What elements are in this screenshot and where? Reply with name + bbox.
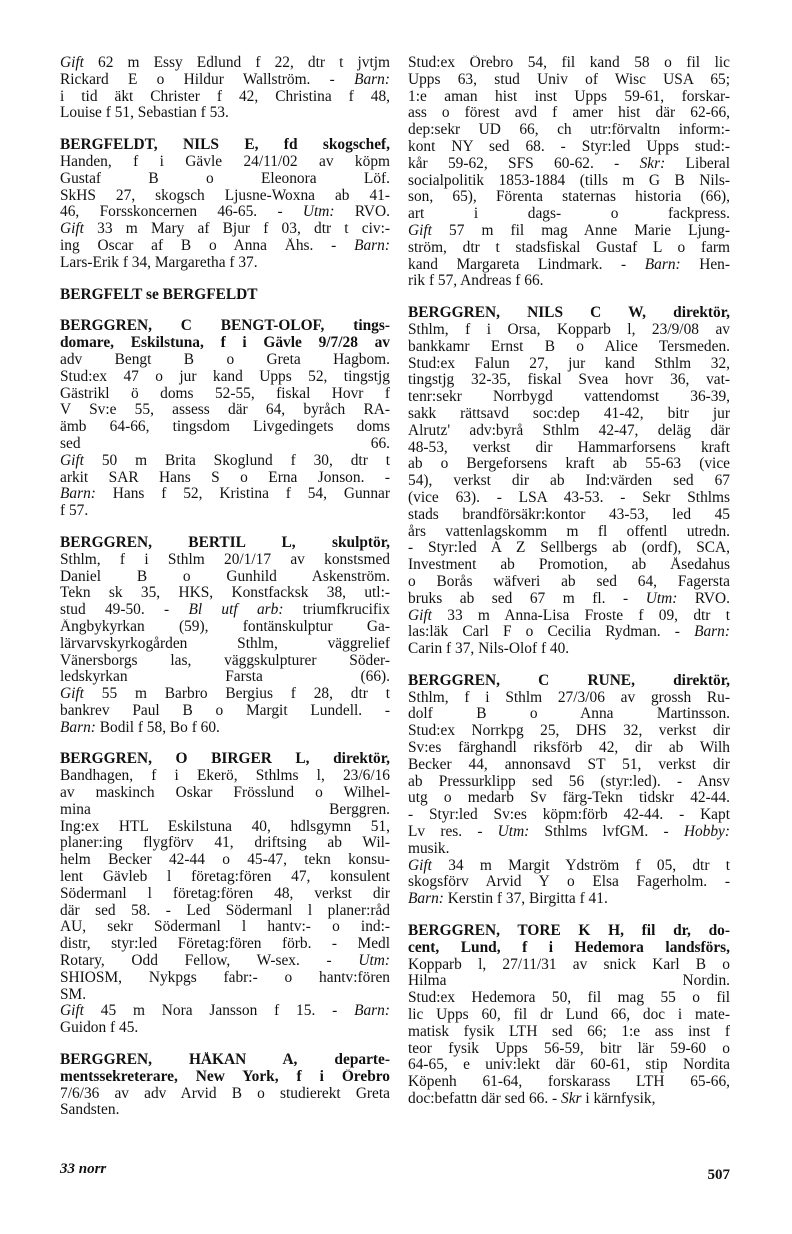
text-line: Stud:ex Hedemora 50, fil mag 55 o fil [408, 990, 730, 1007]
text-line: BERGGREN, C RUNE, direktör, [408, 672, 730, 689]
text-line: BERGGREN, NILS C W, direktör, [408, 305, 730, 322]
text-line: (vice 63). - LSA 43-53. - Sekr Sthlms [408, 489, 730, 506]
text-line: distr, styr:led Företag:fören förb. - Medl [60, 936, 390, 953]
text-line: BERGGREN, O BIRGER L, direktör, [60, 751, 390, 768]
text-line: Hilma Nordin. [408, 973, 730, 990]
text-line: - Styr:led Sv:es köpm:förb 42-44. - Kapt [408, 807, 730, 824]
entry-berggren-bengt-olof [60, 318, 390, 520]
text-line: Guidon f 45. [60, 1020, 139, 1037]
text-line: Rotary, Odd Fellow, W-sex. - Utm: [60, 953, 390, 970]
text-line: Handen, f i Gävle 24/11/02 av köpm [60, 153, 390, 170]
text-line: mina Berggren. [60, 801, 390, 818]
text-line: skogsförv Arvid Y o Elsa Fagerholm. - [408, 874, 730, 891]
text-line: Ing:ex HTL Eskilstuna 40, hdlsgymn 51, [60, 818, 390, 835]
text-line: teor fysik Upps 56-59, bitr lär 59-60 o [408, 1040, 730, 1057]
text-line: BERGGREN, C BENGT-OLOF, tings- [60, 318, 390, 335]
text-line: socialpolitik 1853-1884 (tills m G B Nils- [408, 172, 730, 189]
text-line: Gustaf B o Eleonora Löf. [60, 170, 390, 187]
text-line: 1:e aman hist inst Upps 59-61, forskar- [408, 88, 730, 105]
text-line: ab o Bergeforsens kraft ab 55-63 (vice [408, 456, 730, 473]
text-line: ämb 64-66, tingsdom Livgedingets doms [60, 419, 390, 436]
text-line: BERGGREN, BERTIL L, skulptör, [60, 534, 390, 551]
text-line: bruks ab sed 67 m fl. - Utm: RVO. [408, 590, 730, 607]
text-line: art i dags- o fackpress. [408, 206, 730, 223]
text-line: musik. [408, 840, 450, 857]
text-line: f 57. [60, 503, 89, 520]
text-line: sed 66. [60, 435, 390, 452]
text-line: las:läk Carl F o Cecilia Rydman. - Barn: [408, 624, 730, 641]
text-line: Sthlm, f i Sthlm 20/1/17 av konstsmed [60, 551, 390, 568]
text-line: Gift 55 m Barbro Bergius f 28, dtr t [60, 686, 390, 703]
text-line: utg o medarb Sv färg-Tekn tidskr 42-44. [408, 790, 730, 807]
text-line: 7/6/36 av adv Arvid B o studierekt Greta [60, 1085, 390, 1102]
text-line: Daniel B o Gunhild Askenström. [60, 568, 390, 585]
text-line: dolf B o Anna Martinsson. [408, 706, 730, 723]
text-line: 46, Forsskoncernen 46-65. - Utm: RVO. [60, 204, 390, 221]
entry-bergfeldt-nils [60, 137, 390, 271]
text-line: Louise f 51, Sebastian f 53. [60, 105, 229, 122]
text-line: Sthlm, f i Orsa, Kopparb l, 23/9/08 av [408, 321, 730, 338]
text-line: SkHS 27, skogsch Ljusne-Woxna ab 41- [60, 187, 390, 204]
text-line: planer:ing flygförv 41, driftsing ab Wil- [60, 835, 390, 852]
text-line: Barn: Hans f 52, Kristina f 54, Gunnar [60, 486, 390, 503]
text-line: ab Pressurklipp sed 56 (styr:led). - Ansv [408, 773, 730, 790]
text-line: tingstjg 32-35, fiskal Svea hovr 36, vat- [408, 372, 730, 389]
text-line: Sandsten. [60, 1102, 120, 1119]
text-line: Upps 63, stud Univ of Wisc USA 65; [408, 71, 730, 88]
text-line: Gift 57 m fil mag Anne Marie Ljung- [408, 222, 730, 239]
text-line: Investment ab Promotion, ab Åsedahus [408, 557, 730, 574]
left-column [60, 55, 390, 1134]
entry-berggren-hakan [60, 1052, 390, 1119]
text-line: Bandhagen, f i Ekerö, Sthlms l, 23/6/16 [60, 768, 390, 785]
entry-edlund-gift [60, 55, 390, 122]
text-line: kand Margareta Lindmark. - Barn: Hen- [408, 256, 730, 273]
text-line: Ängbykyrkan (59), fontänskulptur Ga- [60, 618, 390, 635]
text-line: av maskinch Oskar Frösslund o Wilhel- [60, 785, 390, 802]
page-number: 507 [707, 1167, 730, 1183]
text-line: Tekn sk 35, HKS, Konstfacksk 38, utl:- [60, 585, 390, 602]
text-line: Stud:ex 47 o jur kand Upps 52, tingstjg [60, 368, 390, 385]
text-line: domare, Eskilstuna, f i Gävle 9/7/28 av [60, 335, 390, 352]
text-line: son, 65), Förenta staternas historia (66), [408, 189, 730, 206]
text-line: Lv res. - Utm: Sthlms lvfGM. - Hobby: [408, 824, 730, 841]
signature-mark: 33 norr [60, 1161, 107, 1177]
text-line: sakk rättsavd soc:dep 41-42, bitr jur [408, 405, 730, 422]
text-line: matisk fysik LTH sed 66; 1:e ass inst f [408, 1023, 730, 1040]
text-line: Köpenh 61-64, forskarass LTH 65-66, [408, 1074, 730, 1091]
text-line: rik f 57, Andreas f 66. [408, 273, 544, 290]
text-line: arkit SAR Hans S o Erna Jonson. - [60, 469, 390, 486]
text-line: Gästrikl ö doms 52-55, fiskal Hovr f [60, 385, 390, 402]
text-line: Lars-Erik f 34, Margaretha f 37. [60, 254, 258, 271]
text-line: i tid äkt Christer f 42, Christina f 48, [60, 88, 390, 105]
text-line: helm Becker 42-44 o 45-47, tekn konsu- [60, 852, 390, 869]
entry-berggren-rune [408, 673, 730, 908]
entry-berggren-birger [60, 751, 390, 1037]
entry-berggren-bertil [60, 535, 390, 737]
text-line: lärvarvskyrkogården Sthlm, väggrelief [60, 635, 390, 652]
text-line: kont NY sed 68. - Styr:led Upps stud:- [408, 138, 730, 155]
text-line: Gift 62 m Essy Edlund f 22, dtr t jvtjm [60, 55, 390, 71]
entry-bergfelt-se [60, 287, 390, 304]
text-line: - Styr:led A Z Sellbergs ab (ordf), SCA, [408, 540, 730, 557]
text-line: cent, Lund, f i Hedemora landsförs, [408, 939, 730, 956]
text-line: ledskyrkan Farsta (66). [60, 669, 390, 686]
entry-berggren-nils [408, 305, 730, 658]
text-line: Gift 45 m Nora Jansson f 15. - Barn: [60, 1003, 390, 1020]
text-line: Barn: Bodil f 58, Bo f 60. [60, 719, 220, 736]
text-line: Becker 44, annonsavd ST 51, verkst dir [408, 756, 730, 773]
text-line: 48-53, verkst dir Hammarforsens kraft [408, 439, 730, 456]
text-line: Södermanl l företag:fören 48, verkst dir [60, 885, 390, 902]
text-line: AU, sekr Södermanl l hantv:- o ind:- [60, 919, 390, 936]
text-line: BERGGREN, TORE K H, fil dr, do- [408, 923, 730, 940]
entry-berggren-tore [408, 923, 730, 1108]
text-line: Gift 33 m Mary af Bjur f 03, dtr t civ:- [60, 221, 390, 238]
text-line: BERGFELT se BERGFELDT [60, 286, 258, 303]
text-line: Stud:ex Örebro 54, fil kand 58 o fil lic [408, 55, 730, 71]
text-line: lent Gävleb l företag:fören 47, konsulent [60, 869, 390, 886]
text-line: 54), verkst dir ab Ind:värden sed 67 [408, 473, 730, 490]
text-line: dep:sekr UD 66, ch utr:förvaltn inform:- [408, 122, 730, 139]
right-column [408, 55, 730, 1123]
text-line: stud 49-50. - Bl utf arb: triumfkrucifix [60, 602, 390, 619]
text-line: ström, dtr t stadsfiskal Gustaf L o farm [408, 239, 730, 256]
text-line: SHIOSM, Nykpgs fabr:- o hantv:fören [60, 969, 390, 986]
text-line: V Sv:e 55, assess där 64, byråch RA- [60, 402, 390, 419]
text-line: 64-65, e univ:lekt där 60-61, stip Nordita [408, 1057, 730, 1074]
text-line: kår 59-62, SFS 60-62. - Skr: Liberal [408, 155, 730, 172]
text-line: Barn: Kerstin f 37, Birgitta f 41. [408, 891, 608, 908]
entry-hakan-continued [408, 55, 730, 290]
text-line: ing Oscar af B o Anna Åhs. - Barn: [60, 237, 390, 254]
text-line: BERGFELDT, NILS E, fd skogschef, [60, 137, 390, 154]
text-line: lic Upps 60, fil dr Lund 66, doc i mate- [408, 1007, 730, 1024]
text-line: SM. [60, 986, 87, 1003]
text-line: mentssekreterare, New York, f i Örebro [60, 1068, 390, 1085]
text-line: Gift 33 m Anna-Lisa Froste f 09, dtr t [408, 607, 730, 624]
text-line: BERGGREN, HÅKAN A, departe- [60, 1052, 390, 1069]
text-line: Carin f 37, Nils-Olof f 40. [408, 641, 570, 658]
text-line: Alrutz' adv:byrå Sthlm 42-47, deläg där [408, 422, 730, 439]
text-line: Rickard E o Hildur Wallström. - Barn: [60, 71, 390, 88]
text-line: adv Bengt B o Greta Hagbom. [60, 351, 390, 368]
text-line: bankkamr Ernst B o Alice Tersmeden. [408, 338, 730, 355]
text-line: Vänersborgs las, väggskulpturer Söder- [60, 652, 390, 669]
text-line: doc:befattn där sed 66. - Skr i kärnfysik, [408, 1091, 656, 1108]
text-line: Kopparb l, 27/11/31 av snick Karl B o [408, 956, 730, 973]
text-line: Gift 50 m Brita Skoglund f 30, dtr t [60, 452, 390, 469]
text-line: tenr:sekr Norrbygd vattendomst 36-39, [408, 389, 730, 406]
text-line: års vattenlagskomm m fl offentl utredn. [408, 523, 730, 540]
text-line: Stud:ex Norrkpg 25, DHS 32, verkst dir [408, 723, 730, 740]
text-line: där sed 58. - Led Södermanl l planer:råd [60, 902, 390, 919]
text-line: Sthlm, f i Sthlm 27/3/06 av grossh Ru- [408, 689, 730, 706]
text-line: o Borås wäfveri ab sed 64, Fagersta [408, 573, 730, 590]
text-line: ass o förest avd f amer hist där 62-66, [408, 105, 730, 122]
text-line: bankrev Paul B o Margit Lundell. - [60, 702, 390, 719]
text-line: Gift 34 m Margit Ydström f 05, dtr t [408, 857, 730, 874]
text-line: Sv:es färghandl riksförb 42, dir ab Wilh [408, 740, 730, 757]
text-line: Stud:ex Falun 27, jur kand Sthlm 32, [408, 355, 730, 372]
text-line: stads brandförsäkr:kontor 43-53, led 45 [408, 506, 730, 523]
